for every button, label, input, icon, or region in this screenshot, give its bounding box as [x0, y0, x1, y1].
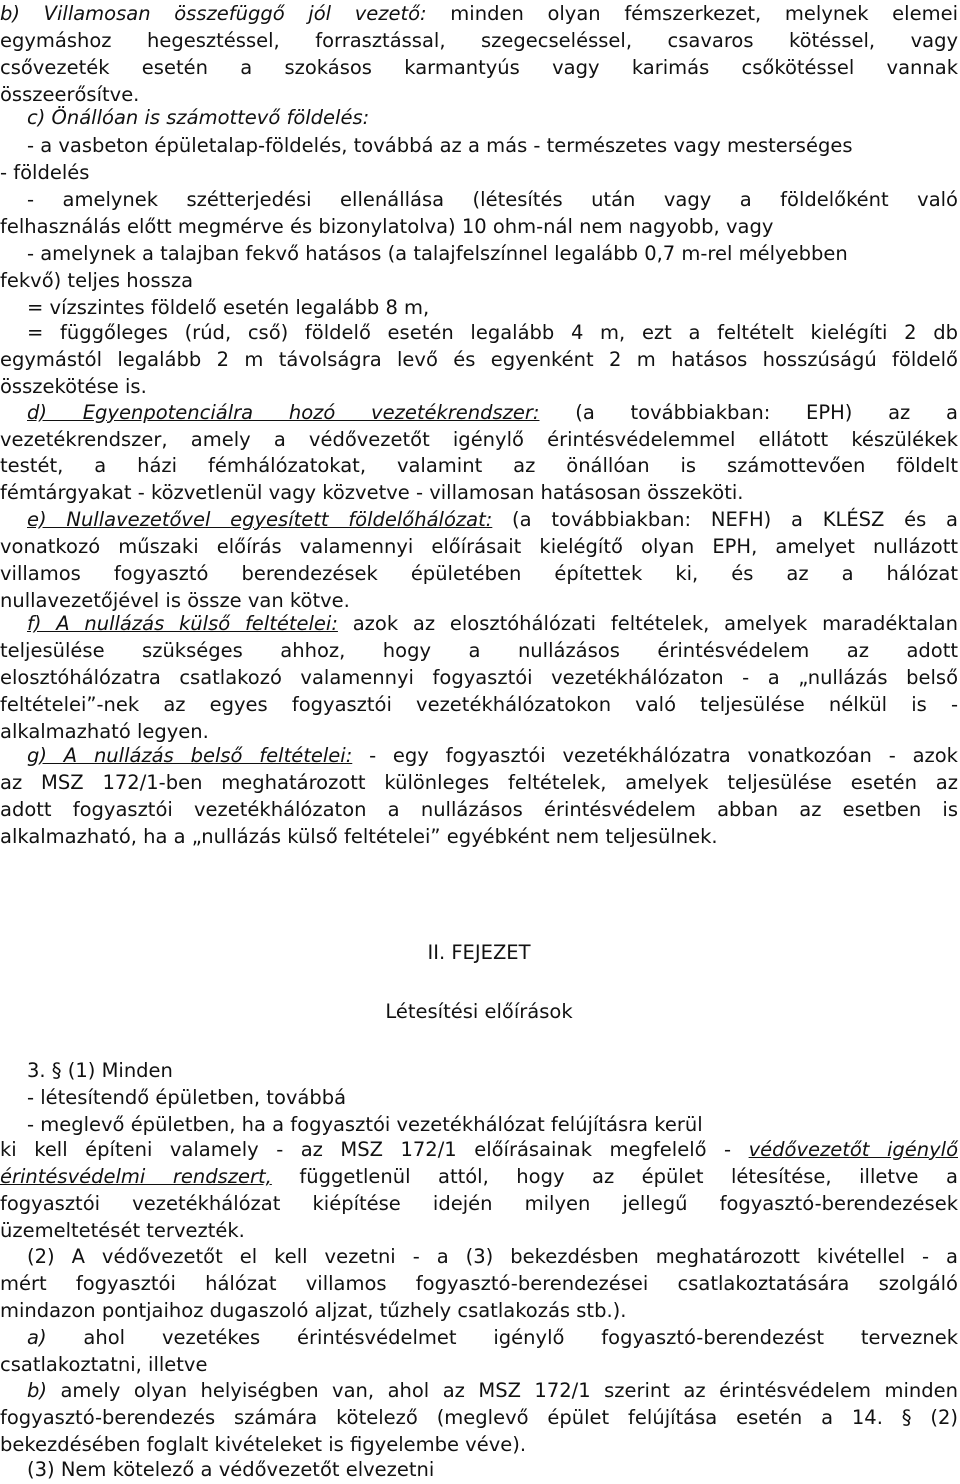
section-3-b-line: bekezdésében foglalt kivételeket is figyelembe véve).: [0, 1433, 527, 1456]
item-label: b): [27, 1379, 47, 1402]
term-label: b) Villamosan összefüggő jól vezető:: [0, 2, 427, 25]
section-3-3-line: (3) Nem kötelező a védővezetőt elvezetni: [27, 1458, 435, 1481]
paragraph-d-line: fémtárgyakat - közvetlenül vagy közvetve - villamosan hatásosan összeköti.: [0, 481, 744, 504]
paragraph-f-line: elosztóhálózatra csatlakozó valamennyi fogyasztói vezetékhálózaton - a „nullázás belső: [0, 666, 958, 689]
paragraph-g-line: alkalmazható, ha a „nullázás külső feltételei” egyébként nem teljesülnek.: [0, 825, 718, 848]
paragraph-d-line: testét, a házi fémhálózatokat, valamint az önállóan is számottevően földelt: [0, 454, 958, 477]
paragraph-c-line: - amelynek a talajban fekvő hatásos (a talajfelszínnel legalább 0,7 m-rel mélyebben: [27, 242, 848, 265]
paragraph-d-line-1: d) Egyenpotenciálra hozó vezetékrendszer: (a továbbiakban: EPH) az a: [27, 401, 958, 424]
term-label: f) A nullázás külső feltételei:: [27, 612, 338, 635]
section-3-line: érintésvédelmi rendszert, függetlenül attól, hogy az épület létesítése, illetve a: [0, 1165, 958, 1188]
section-3-item: - meglevő épületben, ha a fogyasztói vezetékhálózat felújításra kerül: [27, 1113, 703, 1136]
section-3-2-line: mért fogyasztói hálózat villamos fogyasztó-berendezései csatlakoztatására szolgáló: [0, 1272, 958, 1295]
paragraph-f-line: feltételei”-nek az egyes fogyasztói vezetékhálózatokon való teljesülése nélkül is -: [0, 693, 958, 716]
section-3-line: fogyasztói vezetékhálózat kiépítése idején milyen jellegű fogyasztó-berendezések: [0, 1192, 958, 1215]
section-3-b-line: fogyasztó-berendezés számára kötelező (meglevő épület felújítása esetén a 14. § (2): [0, 1406, 958, 1429]
section-3-a-line: a) ahol vezetékes érintésvédelmet igénylő fogyasztó-berendezést terveznek: [27, 1326, 958, 1349]
emphasized-term: érintésvédelmi rendszert,: [0, 1165, 272, 1188]
section-3-item: - létesítendő épületben, továbbá: [27, 1086, 347, 1109]
paragraph-e-line: nullavezetőjével is össze van kötve.: [0, 589, 350, 612]
paragraph-b-line-4: összeerősítve.: [0, 83, 140, 106]
chapter-heading: II. FEJEZET: [427, 941, 531, 964]
paragraph-c-line: = vízszintes földelő esetén legalább 8 m,: [27, 296, 430, 319]
term-label: d) Egyenpotenciálra hozó vezetékrendszer:: [27, 401, 540, 424]
section-3-line: ki kell építeni valamely - az MSZ 172/1 előírásainak megfelelő - védővezetőt igénylő: [0, 1138, 958, 1161]
paragraph-e-line: vonatkozó műszaki előírás valamennyi előírásait kielégítő olyan EPH, amelyet nullázott: [0, 535, 958, 558]
item-label: a): [27, 1326, 47, 1349]
section-3-2-line: (2) A védővezetőt el kell vezetni - a (3) bekezdésben meghatározott kivétellel - a: [27, 1245, 958, 1268]
term-label: c) Önállóan is számottevő földelés:: [27, 106, 370, 129]
paragraph-c-line: egymástól legalább 2 m távolságra levő és egyenként 2 m hatásos hosszúságú földelő: [0, 348, 958, 371]
paragraph-c-line: összekötése is.: [0, 375, 147, 398]
paragraph-f-line: teljesülése szükséges ahhoz, hogy a nullázásos érintésvédelem az adott: [0, 639, 958, 662]
paragraph-d-line: vezetékrendszer, amely a védővezetőt igénylő érintésvédelemmel ellátott készülékek: [0, 428, 958, 451]
paragraph-e-line: villamos fogyasztó berendezések épületében építettek ki, és az a hálózat: [0, 562, 958, 585]
paragraph-c-line: - földelés: [0, 161, 90, 184]
term-label: g) A nullázás belső feltételei:: [27, 744, 353, 767]
paragraph-f-line: alkalmazható legyen.: [0, 720, 209, 743]
paragraph-c-line: felhasználás előtt megmérve és bizonylatolva) 10 ohm-nál nem nagyobb, vagy: [0, 215, 774, 238]
paragraph-c-line: fekvő) teljes hossza: [0, 269, 194, 292]
term-label: e) Nullavezetővel egyesített földelőhálózat:: [27, 508, 493, 531]
paragraph-c-line: - amelynek szétterjedési ellenállása (létesítés után vagy a földelőként való: [27, 188, 958, 211]
paragraph-b-line-1: b) Villamosan összefüggő jól vezető: minden olyan fémszerkezet, melynek elemei: [0, 2, 958, 25]
paragraph-c-line: - a vasbeton épületalap-földelés, továbbá az a más - természetes vagy mesterséges: [27, 134, 853, 157]
paragraph-e-line-1: e) Nullavezetővel egyesített földelőhálózat: (a továbbiakban: NEFH) a KLÉSZ és a: [27, 508, 959, 531]
paragraph-b-line-3: csővezeték esetén a szokásos karmantyús vagy karimás csőkötéssel vannak: [0, 56, 958, 79]
emphasized-term: védővezetőt igénylő: [748, 1138, 958, 1161]
paragraph-b-line-2: egymáshoz hegesztéssel, forrasztással, szegecseléssel, csavaros kötéssel, vagy: [0, 29, 958, 52]
section-3-b-line: b) amely olyan helyiségben van, ahol az MSZ 172/1 szerint az érintésvédelem minden: [27, 1379, 958, 1402]
paragraph-g-line-1: g) A nullázás belső feltételei: - egy fogyasztói vezetékhálózatra vonatkozóan - azok: [27, 744, 958, 767]
paragraph-g-line: az MSZ 172/1-ben meghatározott különleges feltételek, amelyek teljesülése esetén az: [0, 771, 958, 794]
section-3-heading: 3. § (1) Minden: [27, 1059, 173, 1082]
paragraph-c-line: = függőleges (rúd, cső) földelő esetén legalább 4 m, ezt a feltételt kielégíti 2 db: [27, 321, 958, 344]
section-3-a-line: csatlakoztatni, illetve: [0, 1353, 208, 1376]
section-3-2-line: mindazon pontjaihoz dugaszoló aljzat, tűzhely csatlakozás stb.).: [0, 1299, 627, 1322]
section-3-line: üzemeltetését tervezték.: [0, 1219, 245, 1242]
paragraph-g-line: adott fogyasztói vezetékhálózaton a nullázásos érintésvédelem abban az esetben is: [0, 798, 958, 821]
paragraph-f-line-1: f) A nullázás külső feltételei: azok az elosztóhálózati feltételek, amelyek maradéktalan: [27, 612, 958, 635]
chapter-title: Létesítési előírások: [385, 1000, 573, 1023]
